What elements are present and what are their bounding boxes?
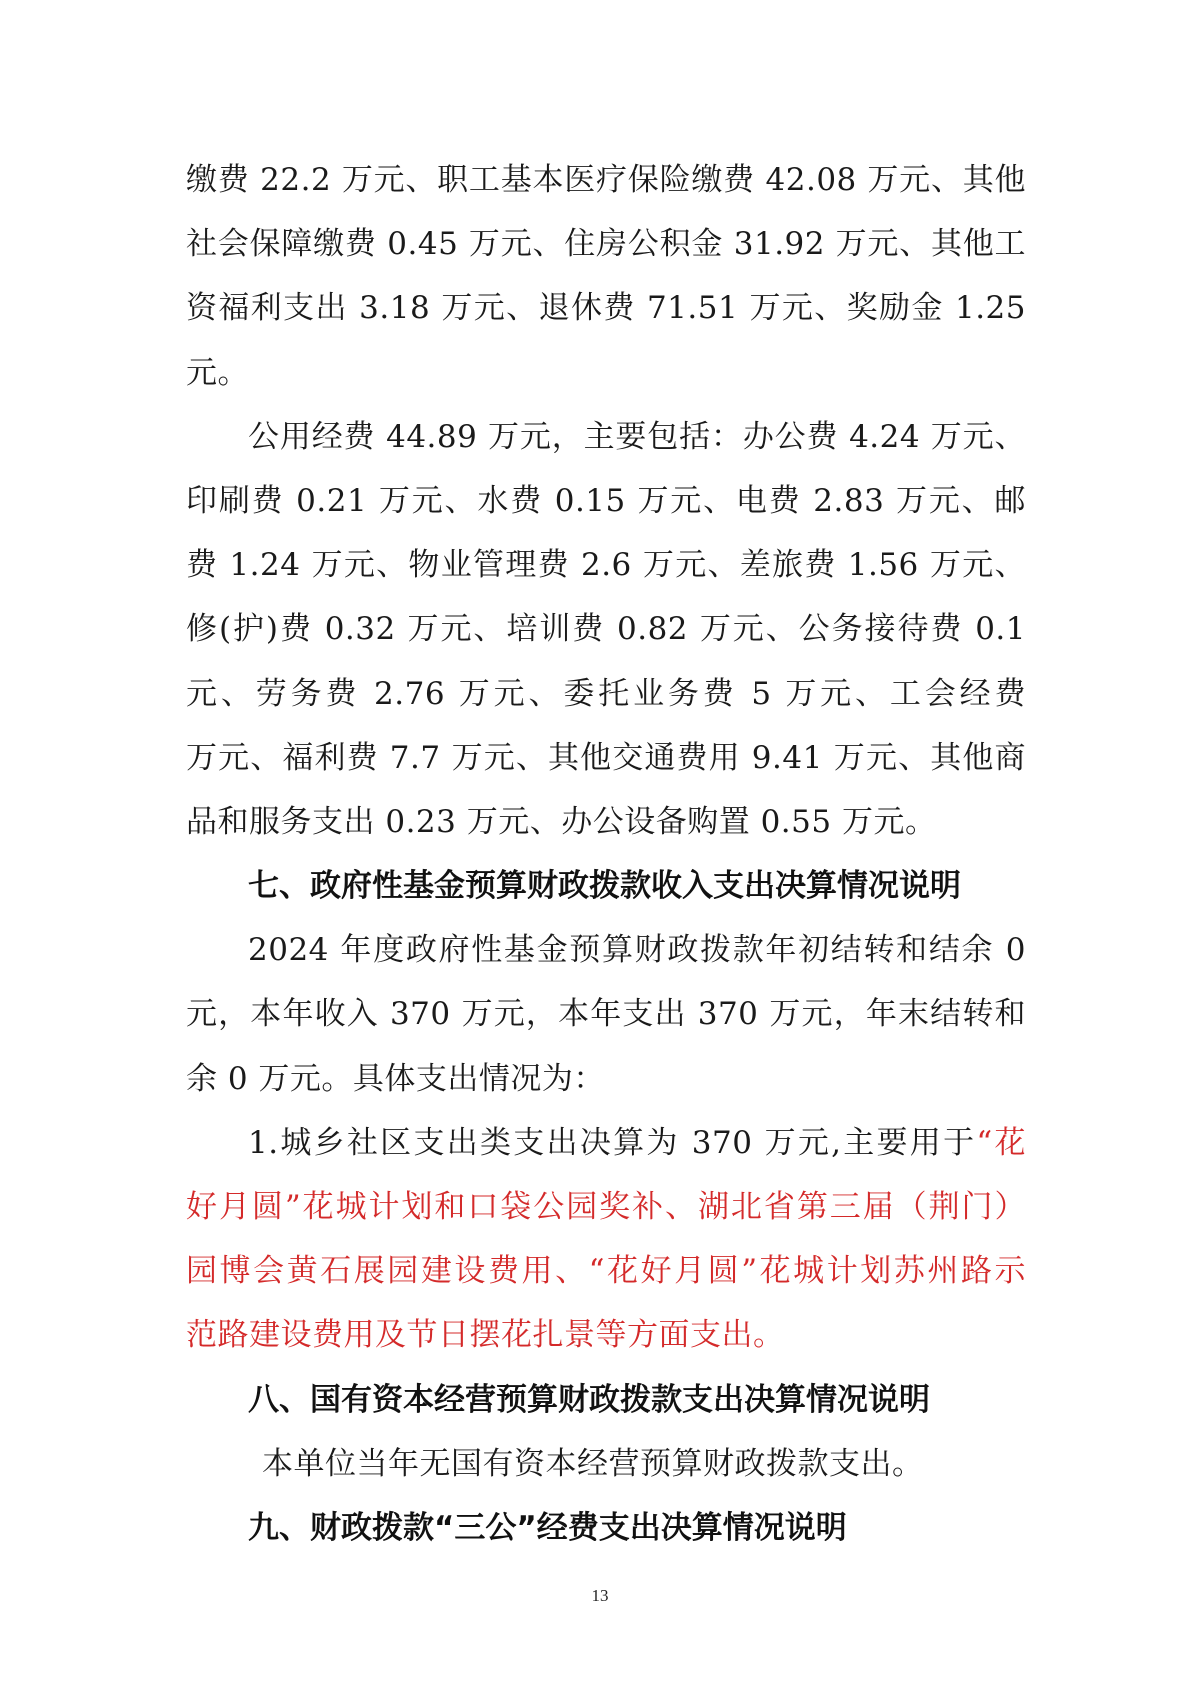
section-heading-9: 九、财政拨款“三公”经费支出决算情况说明	[248, 1509, 847, 1546]
section-heading-7: 七、政府性基金预算财政拨款收入支出决算情况说明	[248, 868, 961, 905]
paragraph-line: 余 0 万元。具体支出情况为：	[186, 1060, 605, 1097]
paragraph-line: 元、劳务费 2.76 万元、委托业务费 5 万元、工会经费	[186, 675, 1026, 712]
highlighted-text: “花	[976, 1124, 1026, 1161]
paragraph-line: 修(护)费 0.32 万元、培训费 0.82 万元、公务接待费 0.1	[186, 611, 1026, 648]
page-number: 13	[591, 1586, 609, 1605]
paragraph-line: 2024 年度政府性基金预算财政拨款年初结转和结余 0	[248, 932, 1026, 969]
paragraph-line: 缴费 22.2 万元、职工基本医疗保险缴费 42.08 万元、其他	[186, 162, 1026, 198]
document-body	[186, 148, 1026, 1560]
paragraph-line: 社会保障缴费 0.45 万元、住房公积金 31.92 万元、其他工	[186, 226, 1026, 263]
section-heading-8: 八、国有资本经营预算财政拨款支出决算情况说明	[248, 1381, 930, 1418]
paragraph-line	[186, 1111, 1026, 1175]
paragraph-line: 资福利支出 3.18 万元、退休费 71.51 万元、奖励金 1.25	[186, 290, 1026, 327]
highlighted-line: 好月圆”花城计划和口袋公园奖补、湖北省第三届（荆门）	[186, 1189, 1026, 1225]
paragraph-line: 元。	[186, 354, 249, 391]
paragraph-line: 品和服务支出 0.23 万元、办公设备购置 0.55 万元。	[186, 803, 937, 840]
highlighted-line: 范路建设费用及节日摆花扎景等方面支出。	[186, 1317, 785, 1354]
highlighted-line: 园博会黄石展园建设费用、“花好月圆”花城计划苏州路示	[186, 1253, 1026, 1290]
paragraph-line: 费 1.24 万元、物业管理费 2.6 万元、差旅费 1.56 万元、	[186, 547, 1026, 584]
paragraph-line: 印刷费 0.21 万元、水费 0.15 万元、电费 2.83 万元、邮	[186, 482, 1026, 519]
paragraph-text: 1.城乡社区支出类支出决算为 370 万元,主要用于	[248, 1124, 977, 1161]
paragraph-line: 元，本年收入 370 万元，本年支出 370 万元，年末结转和	[186, 996, 1026, 1033]
paragraph-line: 公用经费 44.89 万元，主要包括：办公费 4.24 万元、	[248, 418, 1026, 455]
paragraph-line: 万元、福利费 7.7 万元、其他交通费用 9.41 万元、其他商	[186, 739, 1026, 776]
paragraph-line: 本单位当年无国有资本经营预算财政拨款支出。	[262, 1445, 924, 1482]
